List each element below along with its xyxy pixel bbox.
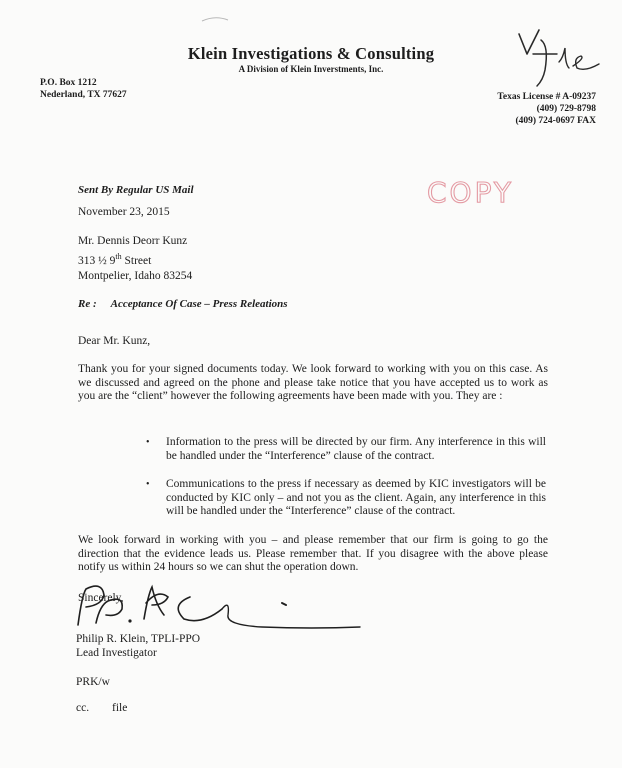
address-line-2: Nederland, TX 77627 bbox=[40, 90, 127, 100]
recipient-address bbox=[78, 234, 192, 284]
scan-mark bbox=[200, 14, 230, 24]
delivery-method: Sent By Regular US Mail bbox=[78, 184, 194, 196]
cc-label: cc. bbox=[76, 702, 90, 714]
bullet-symbol: • bbox=[146, 437, 150, 448]
file-mark-text: File bbox=[505, 28, 507, 29]
bullet-text: Information to the press will be directed by our firm. Any interference in this will be handled under the “Interference” clause of the contract. bbox=[166, 436, 546, 462]
street-ordinal: th bbox=[115, 252, 122, 261]
cc-value: file bbox=[112, 702, 128, 714]
closing: Sincerely, bbox=[78, 592, 124, 604]
phone-number: (409) 729-8798 bbox=[536, 104, 596, 114]
typist-initials: PRK/w bbox=[76, 676, 110, 688]
handwritten-signature bbox=[72, 575, 372, 639]
subject-text: Acceptance Of Case – Press Releations bbox=[110, 298, 288, 310]
bullet-symbol: • bbox=[146, 479, 150, 490]
license-number: Texas License # A-09237 bbox=[497, 92, 596, 102]
handwritten-file-mark bbox=[505, 28, 605, 88]
body-paragraph-2: We look forward in working with you – and please remember that our firm is going to go the direction that the evidence leads us. Please remember that. If you disagree with the above please notify us within 24 hours so we can shut the operation down. bbox=[78, 534, 548, 573]
firm-name: Klein Investigations & Consulting bbox=[187, 44, 435, 63]
recipient-city: Montpelier, Idaho 83254 bbox=[78, 269, 193, 282]
bullet-item-2 bbox=[146, 478, 546, 519]
fax-number: (409) 724-0697 FAX bbox=[515, 116, 596, 126]
street-number: 313 ½ 9 bbox=[78, 254, 116, 267]
firm-address bbox=[40, 77, 127, 101]
firm-contact bbox=[497, 91, 596, 127]
recipient-street bbox=[78, 249, 192, 269]
signer-title: Lead Investigator bbox=[76, 647, 157, 659]
copy-stamp: COPY bbox=[427, 176, 514, 209]
body-paragraph-1: Thank you for your signed documents today. We look forward to working with you on this case. As we discussed and agreed on the phone and please take notice that you have accepted us to work as you are the “client” however the following agreements have been made with you. They are : bbox=[78, 363, 548, 402]
firm-division: A Division of Klein Inverstments, Inc. bbox=[238, 64, 384, 74]
letter-date: November 23, 2015 bbox=[78, 206, 170, 218]
signer-name: Philip R. Klein, TPLI-PPO bbox=[76, 633, 201, 645]
bullet-item-1 bbox=[146, 436, 546, 463]
subject-label: Re : bbox=[78, 298, 97, 310]
address-line-1: P.O. Box 1212 bbox=[40, 78, 97, 88]
subject-line bbox=[78, 298, 288, 310]
street-name: Street bbox=[121, 254, 152, 267]
salutation: Dear Mr. Kunz, bbox=[78, 335, 151, 347]
bullet-text: Communications to the press if necessary as deemed by KIC investigators will be conducted by KIC only – and not you as the client. Again, any interference in this will be handled under the “Interference” clause of the contract. bbox=[166, 478, 546, 517]
recipient-name: Mr. Dennis Deorr Kunz bbox=[78, 235, 188, 247]
